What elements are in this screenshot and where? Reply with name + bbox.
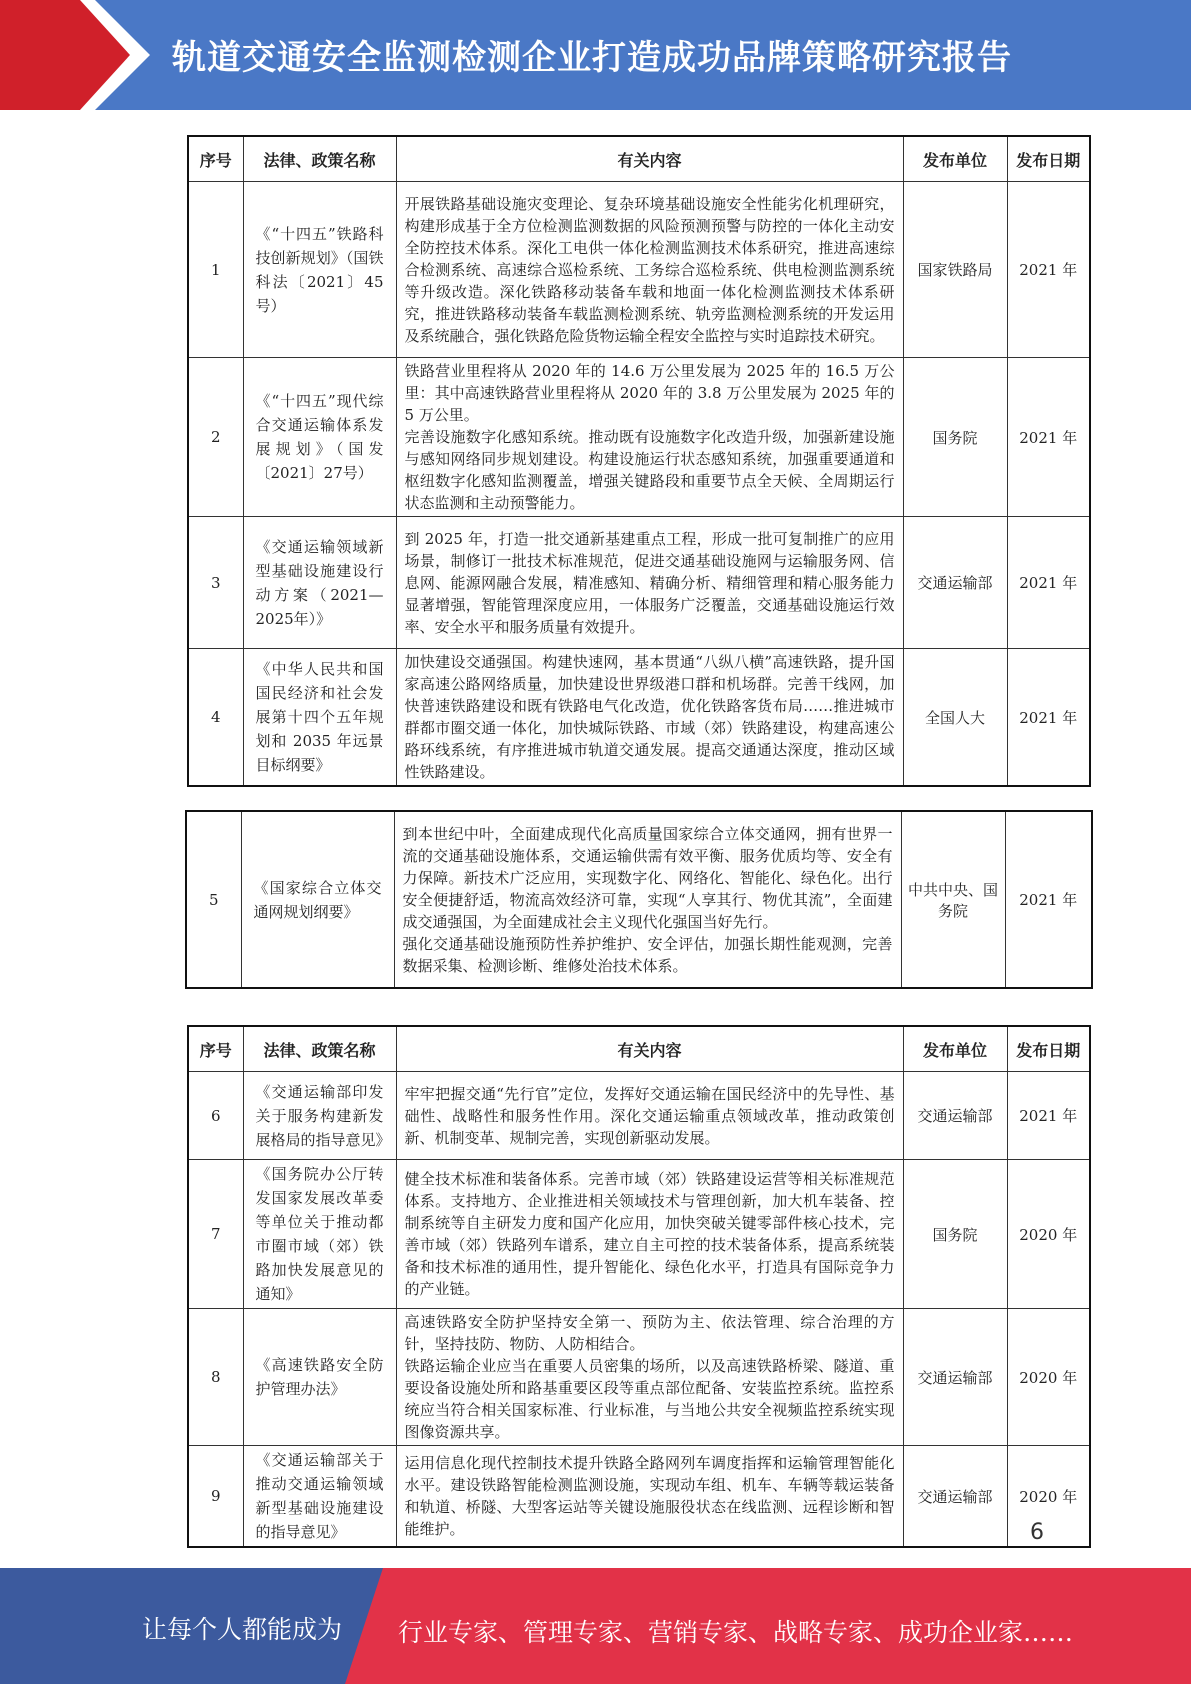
row-no: 1 (188, 182, 243, 358)
row-no: 4 (188, 649, 243, 787)
header-content: 有关内容 (396, 1026, 903, 1072)
content-paragraph: 铁路营业里程将从 2020 年的 14.6 万公里发展为 2025 年的 16.5 万公里：其中高速铁路营业里程将从 2020 年的 3.8 万公里发展为 2025 年的 5 万公里。 (404, 362, 895, 424)
issuing-unit: 全国人大 (903, 649, 1007, 787)
content-paragraph: 高速铁路安全防护坚持安全第一、预防为主、依法管理、综合治理的方针，坚持技防、物防、人防相结合。 (404, 1313, 895, 1353)
issue-year: 2020 年 (1007, 1446, 1090, 1548)
header-no: 序号 (188, 1026, 243, 1072)
issue-year: 2021 年 (1007, 649, 1090, 787)
header-name: 法律、政策名称 (243, 136, 396, 182)
table-row (188, 649, 1090, 787)
issuing-unit: 交通运输部 (903, 1309, 1007, 1446)
policy-name: 《“十四五”铁路科技创新规划》（国铁科法〔2021〕45号） (243, 182, 396, 358)
policy-content: 健全技术标准和装备体系。完善市域（郊）铁路建设运营等相关标准规范体系。支持地方、企业推进相关领域技术与管理创新，加大机车装备、控制系统等自主研发力度和国产化应用，加快突破关键零部件核心技术，完善市域（郊）铁路列车谱系，建立自主可控的技术装备体系，提高系统装备和技术标准的通用性，提升智能化、绿色化水平，打造具有国际竞争力的产业链。 (396, 1160, 903, 1309)
issue-year: 2021 年 (1007, 182, 1090, 358)
header-unit: 发布单位 (903, 1026, 1007, 1072)
row-no: 9 (188, 1446, 243, 1548)
policy-content: 加快建设交通强国。构建快速网，基本贯通“八纵八横”高速铁路，提升国家高速公路网络质量，加快建设世界级港口群和机场群。完善干线网，加快普速铁路建设和既有铁路电气化改造，优化铁路客货布局……推进城市群都市圈交通一体化，加快城际铁路、市域（郊）铁路建设，构建高速公路环线系统，有序推进城市轨道交通发展。提高交通通达深度，推动区域性铁路建设。 (396, 649, 903, 787)
page-header (0, 0, 1191, 110)
header-year: 发布日期 (1007, 136, 1090, 182)
page-footer (0, 1568, 1191, 1684)
footer-slogan-left: 让每个人都能成为 (142, 1615, 343, 1644)
table-row (186, 811, 1092, 988)
issue-year: 2020 年 (1007, 1309, 1090, 1446)
policy-content (396, 358, 903, 517)
footer-slogan-right: 行业专家、管理专家、营销专家、战略专家、成功企业家…… (398, 1618, 1074, 1647)
content-paragraph: 铁路运输企业应当在重要人员密集的场所，以及高速铁路桥梁、隧道、重要设备设施处所和路基重要区段等重点部位配备、安装监控系统。监控系统应当符合相关国家标准、行业标准，与当地公共安全视频监控系统实现图像资源共享。 (404, 1357, 895, 1441)
policy-content (396, 1309, 903, 1446)
content-paragraph: 完善设施数字化感知系统。推动既有设施数字化改造升级，加强新建设施与感知网络同步规划建设。构建设施运行状态感知系统，加强重要通道和枢纽数字化感知监测覆盖，增强关键路段和重要节点全天候、全周期运行状态监测和主动预警能力。 (404, 428, 895, 512)
policy-content: 开展铁路基础设施灾变理论、复杂环境基础设施安全性能劣化机理研究，构建形成基于全方位检测监测数据的风险预测预警与防控的一体化主动安全防控技术体系。深化工电供一体化检测监测技术体系研究，推进高速综合检测系统、高速综合巡检系统、工务综合巡检系统、供电检测监测系统等升级改造。深化铁路移动装备车载和地面一体化检测监测技术体系研究，推进铁路移动装备车载监测检测系统、轨旁监测检测系统的开发运用及系统融合，强化铁路危险货物运输全程安全监控与实时追踪技术研究。 (396, 182, 903, 358)
page-number: 6 (1030, 1520, 1044, 1545)
header-unit: 发布单位 (903, 136, 1007, 182)
table-row (188, 358, 1090, 517)
header-no: 序号 (188, 136, 243, 182)
policy-name: 《交通运输部印发关于服务构建新发展格局的指导意见》 (243, 1072, 396, 1160)
issuing-unit: 交通运输部 (903, 1446, 1007, 1548)
table-row (188, 1160, 1090, 1309)
row-no: 3 (188, 517, 243, 649)
table-row (188, 1446, 1090, 1548)
issue-year: 2020 年 (1007, 1160, 1090, 1309)
row-no: 7 (188, 1160, 243, 1309)
policy-content: 运用信息化现代控制技术提升铁路全路网列车调度指挥和运输管理智能化水平。建设铁路智能检测监测设施，实现动车组、机车、车辆等载运装备和轨道、桥隧、大型客运站等关键设施服役状态在线监测、远程诊断和智能维护。 (396, 1446, 903, 1548)
issuing-unit: 中共中央、国务院 (901, 811, 1005, 988)
issuing-unit: 国务院 (903, 1160, 1007, 1309)
policy-table-2 (185, 810, 1093, 989)
issue-year: 2021 年 (1007, 1072, 1090, 1160)
policy-name: 《交通运输领域新型基础设施建设行动方案（2021—2025年）》 (243, 517, 396, 649)
report-title: 轨道交通安全监测检测企业打造成功品牌策略研究报告 (172, 38, 1012, 78)
policy-name: 《“十四五”现代综合交通运输体系发展规划》（国发〔2021〕27号） (243, 358, 396, 517)
content-paragraph: 强化交通基础设施预防性养护维护、安全评估，加强长期性能观测，完善数据采集、检测诊断、维修处治技术体系。 (402, 934, 893, 975)
table-row (188, 182, 1090, 358)
policy-name: 《中华人民共和国国民经济和社会发展第十四个五年规划和 2035 年远景目标纲要》 (243, 649, 396, 787)
table-header-row (188, 1026, 1090, 1072)
table-header-row (188, 136, 1090, 182)
issue-year: 2021 年 (1005, 811, 1092, 988)
issue-year: 2021 年 (1007, 517, 1090, 649)
policy-table-3 (187, 1025, 1091, 1548)
table-row (188, 517, 1090, 649)
issuing-unit: 国家铁路局 (903, 182, 1007, 358)
table-row (188, 1309, 1090, 1446)
policy-name: 《国家综合立体交通网规划纲要》 (241, 811, 394, 988)
header-content: 有关内容 (396, 136, 903, 182)
issuing-unit: 国务院 (903, 358, 1007, 517)
policy-name: 《交通运输部关于推动交通运输领域新型基础设施建设的指导意见》 (243, 1446, 396, 1548)
row-no: 2 (188, 358, 243, 517)
red-chevron-decoration (0, 0, 150, 110)
policy-content: 牢牢把握交通“先行官”定位，发挥好交通运输在国民经济中的先导性、基础性、战略性和服务性作用。深化交通运输重点领域改革，推动政策创新、机制变革、规制完善，实现创新驱动发展。 (396, 1072, 903, 1160)
policy-name: 《国务院办公厅转发国家发展改革委等单位关于推动都市圈市域（郊）铁路加快发展意见的通知》 (243, 1160, 396, 1309)
policy-content: 到 2025 年，打造一批交通新基建重点工程，形成一批可复制推广的应用场景，制修订一批技术标准规范，促进交通基础设施网与运输服务网、信息网、能源网融合发展，精准感知、精确分析、精细管理和精心服务能力显著增强，智能管理深度应用，一体服务广泛覆盖，交通基础设施运行效率、安全水平和服务质量有效提升。 (396, 517, 903, 649)
policy-table-1 (187, 135, 1091, 787)
content-paragraph: 到本世纪中叶，全面建成现代化高质量国家综合立体交通网，拥有世界一流的交通基础设施体系，交通运输供需有效平衡、服务优质均等、安全有力保障。新技术广泛应用，实现数字化、网络化、智能化、绿色化。出行安全便捷舒适，物流高效经济可靠，实现“人享其行、物优其流”，全面建成交通强国，为全面建成社会主义现代化强国当好先行。 (402, 824, 893, 931)
issue-year: 2021 年 (1007, 358, 1090, 517)
policy-content (394, 811, 901, 988)
row-no: 8 (188, 1309, 243, 1446)
header-year: 发布日期 (1007, 1026, 1090, 1072)
table-row (188, 1072, 1090, 1160)
row-no: 5 (186, 811, 241, 988)
issuing-unit: 交通运输部 (903, 1072, 1007, 1160)
row-no: 6 (188, 1072, 243, 1160)
policy-name: 《高速铁路安全防护管理办法》 (243, 1309, 396, 1446)
issuing-unit: 交通运输部 (903, 517, 1007, 649)
header-name: 法律、政策名称 (243, 1026, 396, 1072)
